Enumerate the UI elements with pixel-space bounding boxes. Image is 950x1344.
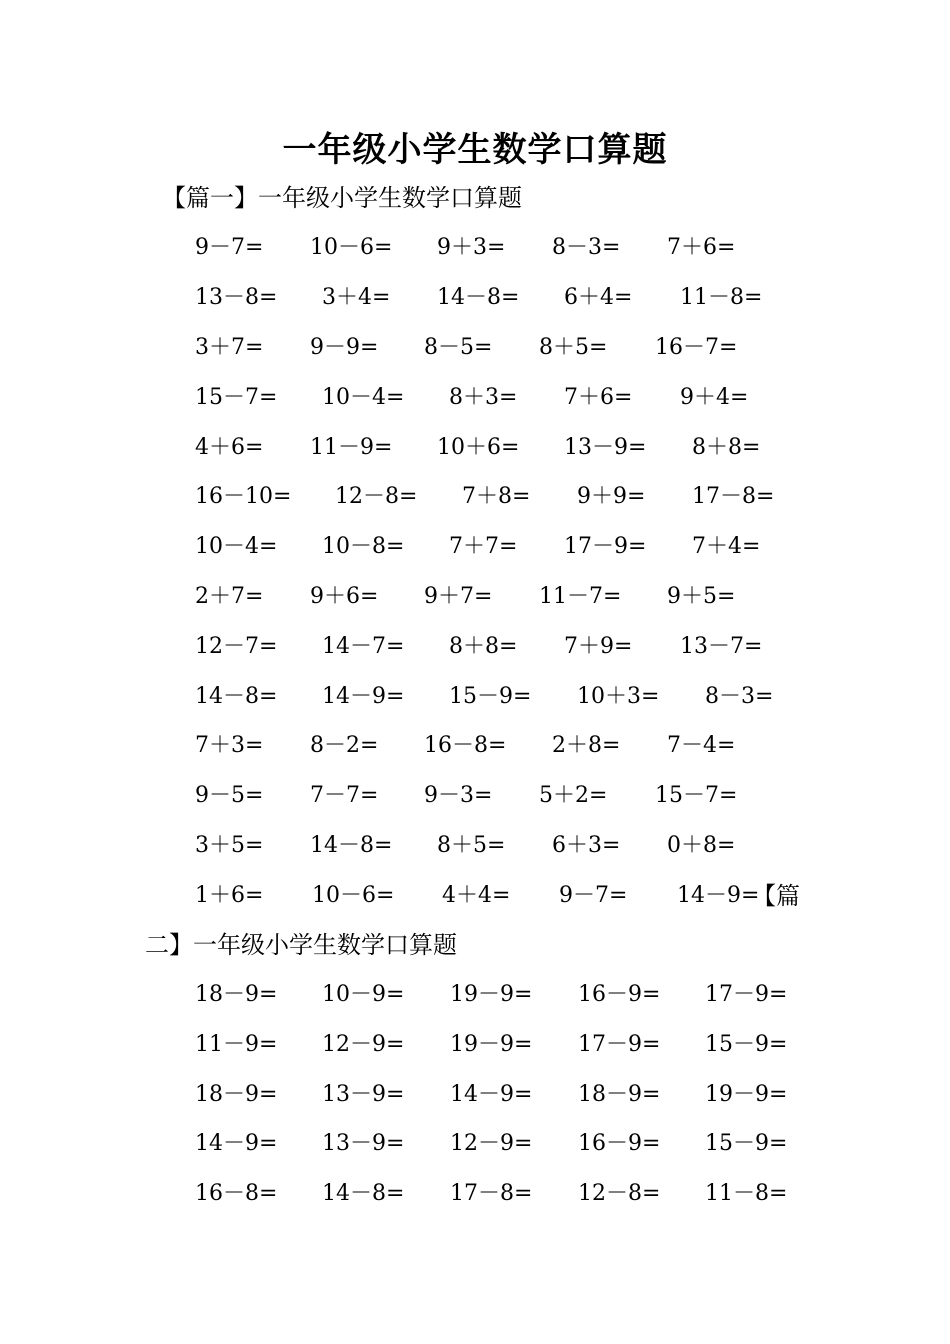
section-2-row <box>0 975 950 1015</box>
arithmetic-problem: 12－8= <box>578 1181 661 1206</box>
section-1-row <box>0 876 950 916</box>
arithmetic-problem: 14－8= <box>195 684 278 709</box>
arithmetic-problem: 13－9= <box>564 435 647 460</box>
arithmetic-problem: 8－5= <box>424 335 493 360</box>
section-1-row <box>0 228 950 268</box>
arithmetic-problem: 19－9= <box>450 982 533 1007</box>
arithmetic-problem: 8－2= <box>310 733 379 758</box>
arithmetic-problem: 2＋7= <box>195 584 264 609</box>
arithmetic-problem: 18－9= <box>195 982 278 1007</box>
section-1-heading: 【篇一】一年级小学生数学口算题 <box>162 184 522 212</box>
arithmetic-problem: 7－7= <box>310 783 379 808</box>
arithmetic-problem: 16－8= <box>195 1181 278 1206</box>
arithmetic-problem: 14－9= <box>195 1131 278 1156</box>
arithmetic-problem: 9＋3= <box>437 235 506 260</box>
arithmetic-problem: 10－4= <box>195 534 278 559</box>
arithmetic-problem: 3＋7= <box>195 335 264 360</box>
arithmetic-problem: 9＋5= <box>667 584 736 609</box>
section-1-row <box>0 378 950 418</box>
arithmetic-problem: 18－9= <box>195 1082 278 1107</box>
section-1-row <box>0 726 950 766</box>
arithmetic-problem: 13－7= <box>680 634 763 659</box>
arithmetic-problem: 8＋3= <box>449 385 518 410</box>
arithmetic-problem: 12－9= <box>450 1131 533 1156</box>
arithmetic-problem: 14－8= <box>310 833 393 858</box>
arithmetic-problem: 11－8= <box>680 285 763 310</box>
arithmetic-problem: 10－6= <box>310 235 393 260</box>
section-1-row <box>0 477 950 517</box>
arithmetic-problem: 9＋6= <box>310 584 379 609</box>
arithmetic-problem: 12－8= <box>335 484 418 509</box>
arithmetic-problem: 13－8= <box>195 285 278 310</box>
arithmetic-problem: 8＋8= <box>692 435 761 460</box>
arithmetic-problem: 9－3= <box>424 783 493 808</box>
arithmetic-problem: 17－9= <box>705 982 788 1007</box>
arithmetic-problem: 5＋2= <box>539 783 608 808</box>
arithmetic-problem: 10＋6= <box>437 435 520 460</box>
arithmetic-problem: 9－5= <box>195 783 264 808</box>
arithmetic-problem: 7＋6= <box>667 235 736 260</box>
section-1-row <box>0 428 950 468</box>
arithmetic-problem: 11－9= <box>195 1032 278 1057</box>
arithmetic-problem: 7－4= <box>667 733 736 758</box>
arithmetic-problem: 9－7= <box>195 235 264 260</box>
arithmetic-problem: 14－7= <box>322 634 405 659</box>
arithmetic-problem: 16－9= <box>578 1131 661 1156</box>
arithmetic-problem: 11－9= <box>310 435 393 460</box>
arithmetic-problem: 10＋3= <box>577 684 660 709</box>
section-1-row <box>0 527 950 567</box>
arithmetic-problem: 14－9= <box>677 883 760 908</box>
page-title: 一年级小学生数学口算题 <box>282 130 668 170</box>
arithmetic-problem: 7＋7= <box>449 534 518 559</box>
arithmetic-problem: 9＋4= <box>680 385 749 410</box>
arithmetic-problem: 13－9= <box>322 1131 405 1156</box>
section-1-row <box>0 627 950 667</box>
arithmetic-problem: 10－4= <box>322 385 405 410</box>
arithmetic-problem: 2＋8= <box>552 733 621 758</box>
arithmetic-problem: 3＋5= <box>195 833 264 858</box>
section-2-row <box>0 1025 950 1065</box>
arithmetic-problem: 8－3= <box>705 684 774 709</box>
arithmetic-problem: 11－7= <box>539 584 622 609</box>
arithmetic-problem: 9＋9= <box>577 484 646 509</box>
arithmetic-problem: 9＋7= <box>424 584 493 609</box>
arithmetic-problem: 6＋3= <box>552 833 621 858</box>
arithmetic-problem: 18－9= <box>578 1082 661 1107</box>
arithmetic-problem: 17－8= <box>450 1181 533 1206</box>
arithmetic-problem: 7＋3= <box>195 733 264 758</box>
section-2-row <box>0 1124 950 1164</box>
arithmetic-problem: 8＋5= <box>437 833 506 858</box>
section-1-row <box>0 776 950 816</box>
arithmetic-problem: 13－9= <box>322 1082 405 1107</box>
arithmetic-problem: 11－8= <box>705 1181 788 1206</box>
arithmetic-problem: 14－8= <box>322 1181 405 1206</box>
arithmetic-problem: 15－9= <box>705 1032 788 1057</box>
arithmetic-problem: 14－8= <box>437 285 520 310</box>
arithmetic-problem: 4＋6= <box>195 435 264 460</box>
arithmetic-problem: 8＋8= <box>449 634 518 659</box>
section-2-heading-start: 【篇 <box>752 882 800 910</box>
arithmetic-problem: 17－9= <box>578 1032 661 1057</box>
arithmetic-problem: 12－7= <box>195 634 278 659</box>
arithmetic-problem: 8＋5= <box>539 335 608 360</box>
arithmetic-problem: 7＋8= <box>462 484 531 509</box>
arithmetic-problem: 12－9= <box>322 1032 405 1057</box>
arithmetic-problem: 15－9= <box>449 684 532 709</box>
arithmetic-problem: 15－7= <box>195 385 278 410</box>
arithmetic-problem: 8－3= <box>552 235 621 260</box>
arithmetic-problem: 14－9= <box>450 1082 533 1107</box>
arithmetic-problem: 17－9= <box>564 534 647 559</box>
arithmetic-problem: 19－9= <box>705 1082 788 1107</box>
arithmetic-problem: 7＋9= <box>564 634 633 659</box>
arithmetic-problem: 16－8= <box>424 733 507 758</box>
section-1-row <box>0 826 950 866</box>
arithmetic-problem: 4＋4= <box>442 883 511 908</box>
arithmetic-problem: 14－9= <box>322 684 405 709</box>
section-2-row <box>0 1174 950 1214</box>
section-1-row <box>0 577 950 617</box>
section-2-row <box>0 1075 950 1115</box>
arithmetic-problem: 1＋6= <box>195 883 264 908</box>
arithmetic-problem: 17－8= <box>692 484 775 509</box>
section-2-heading: 二】一年级小学生数学口算题 <box>145 931 457 959</box>
arithmetic-problem: 6＋4= <box>564 285 633 310</box>
arithmetic-problem: 15－7= <box>655 783 738 808</box>
arithmetic-problem: 7＋6= <box>564 385 633 410</box>
section-1-row <box>0 677 950 717</box>
arithmetic-problem: 10－6= <box>312 883 395 908</box>
arithmetic-problem: 15－9= <box>705 1131 788 1156</box>
arithmetic-problem: 7＋4= <box>692 534 761 559</box>
arithmetic-problem: 10－8= <box>322 534 405 559</box>
section-1-row <box>0 328 950 368</box>
arithmetic-problem: 9－7= <box>559 883 628 908</box>
arithmetic-problem: 16－7= <box>655 335 738 360</box>
arithmetic-problem: 16－9= <box>578 982 661 1007</box>
arithmetic-problem: 19－9= <box>450 1032 533 1057</box>
arithmetic-problem: 10－9= <box>322 982 405 1007</box>
arithmetic-problem: 9－9= <box>310 335 379 360</box>
section-1-row <box>0 278 950 318</box>
arithmetic-problem: 3＋4= <box>322 285 391 310</box>
arithmetic-problem: 0＋8= <box>667 833 736 858</box>
arithmetic-problem: 16－10= <box>195 484 292 509</box>
